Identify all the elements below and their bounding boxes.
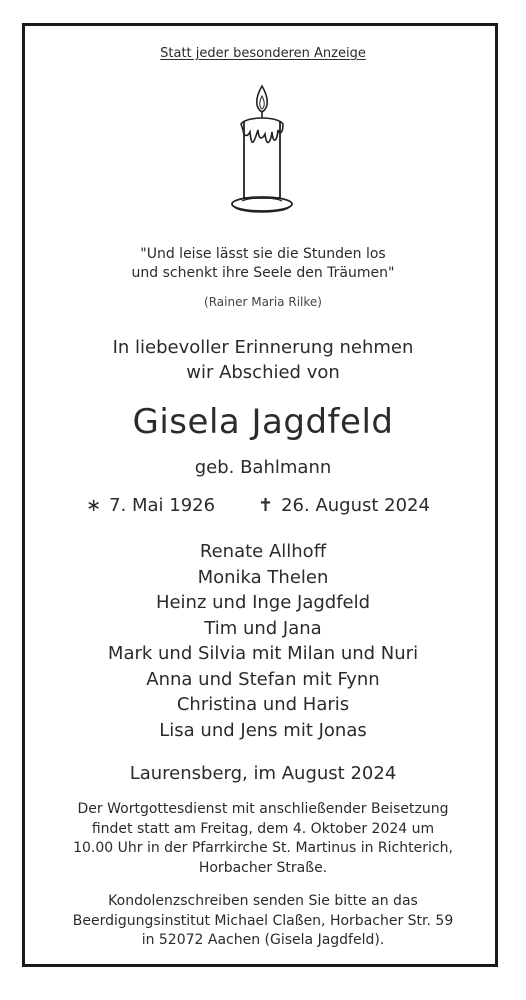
condolence-line: Kondolenzschreiben senden Sie bitte an das — [108, 893, 418, 909]
birth-date-group — [86, 495, 215, 516]
mourner-item: Christina und Haris — [176, 694, 350, 715]
service-line: 10.00 Uhr in der Pfarrkirche St. Martinus in Richterich, — [73, 840, 453, 856]
birth-star-icon: ∗ — [86, 495, 102, 516]
place-date: Laurensberg, im August 2024 — [129, 763, 397, 784]
service-line: findet statt am Freitag, dem 4. Oktober 2024 um — [91, 820, 435, 837]
condolence-line: in 52072 Aachen (Gisela Jagdfeld). — [141, 932, 385, 948]
mourner-item: Heinz und Inge Jagdfeld — [155, 592, 371, 613]
quote-line-1: "Und leise lässt sie die Stunden los — [140, 246, 386, 262]
notice-heading: Statt jeder besonderen Anzeige — [160, 46, 366, 61]
maiden-name: geb. Bahlmann — [194, 457, 332, 478]
service-paragraph — [0, 800, 526, 878]
intro-line-2: wir Abschied von — [186, 362, 340, 383]
mourner-item: Mark und Silvia mit Milan und Nuri — [107, 643, 419, 664]
service-line: Der Wortgottesdienst mit anschließender Beisetzung — [77, 801, 449, 817]
mourner-item: Monika Thelen — [197, 566, 329, 588]
mourners-list — [0, 539, 526, 743]
death-date-group — [258, 495, 430, 516]
death-date: 26. August 2024 — [281, 495, 430, 516]
cross-icon: ✝ — [258, 495, 274, 516]
service-line: Horbacher Straße. — [198, 859, 328, 876]
mourner-item: Renate Allhoff — [199, 541, 327, 562]
deceased-name: Gisela Jagdfeld — [132, 402, 394, 442]
quote-line-2: und schenkt ihre Seele den Träumen" — [131, 265, 395, 281]
mourner-item: Anna und Stefan mit Fynn — [146, 668, 380, 690]
condolence-line: Beerdigungsinstitut Michael Claßen, Horbacher Str. 59 — [72, 912, 454, 929]
intro-line-1: In liebevoller Erinnerung nehmen — [112, 337, 414, 358]
quote-author: (Rainer Maria Rilke) — [204, 295, 322, 309]
birth-date: 7. Mai 1926 — [109, 495, 216, 516]
condolence-paragraph — [0, 892, 526, 951]
mourner-item: Lisa und Jens mit Jonas — [159, 719, 367, 741]
candle-icon — [222, 80, 302, 220]
mourner-item: Tim und Jana — [204, 617, 322, 639]
